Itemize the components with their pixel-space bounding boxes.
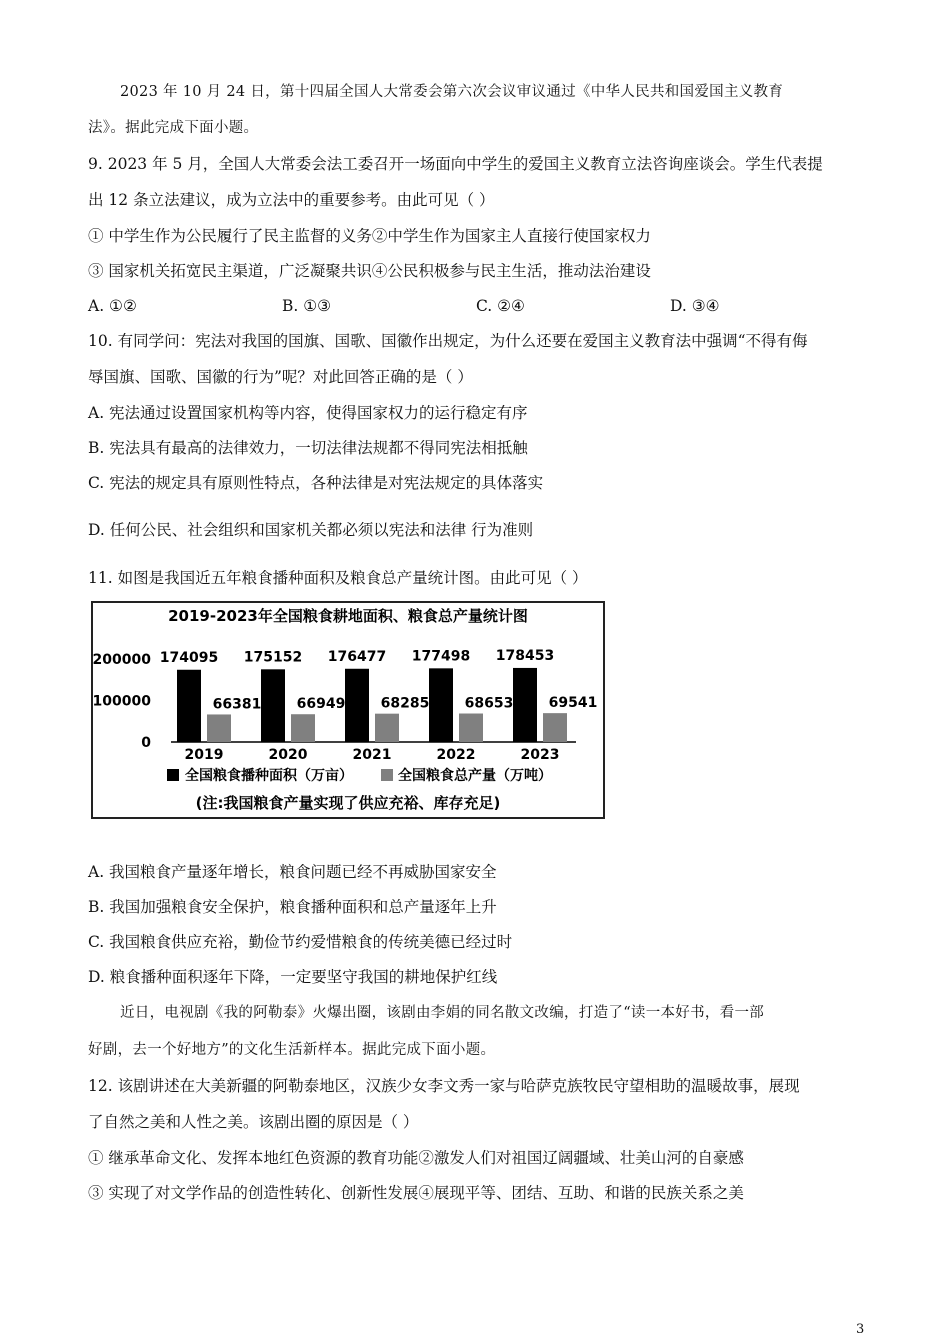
q10-option-d[interactable]: D. 任何公民、社会组织和国家机关都必须以宪法和法律 行为准则 xyxy=(88,521,534,539)
q9-option-b[interactable]: B. ①③ xyxy=(282,297,332,315)
bar xyxy=(177,670,201,742)
bar xyxy=(261,669,285,742)
bar-value-label: 66381 xyxy=(212,696,262,713)
intro-line-1: 2023 年 10 月 24 日，第十四届全国人大常委会第六次会议审议通过《中华人民共和国爱国主义教育 xyxy=(120,84,784,100)
bar-value-label: 176477 xyxy=(327,648,387,665)
x-tick-label: 2020 xyxy=(268,747,308,763)
bar-value-label: 69541 xyxy=(548,695,598,712)
q9-statement-2: ③ 国家机关拓宽民主渠道，广泛凝聚共识④公民积极参与民主生活，推动法治建设 xyxy=(88,262,651,280)
q12-stem-line-2: 了自然之美和人性之美。该剧出圈的原因是（ ） xyxy=(88,1113,419,1131)
bar-value-label: 68653 xyxy=(464,695,514,712)
bar-value-label: 174095 xyxy=(159,649,219,666)
x-tick-label: 2023 xyxy=(520,747,560,763)
q9-option-a[interactable]: A. ①② xyxy=(88,297,137,315)
q9-option-c[interactable]: C. ②④ xyxy=(476,297,525,315)
grain-chart-svg xyxy=(91,601,605,819)
bar xyxy=(375,714,399,742)
q11-stem: 11. 如图是我国近五年粮食播种面积及粮食总产量统计图。由此可见（ ） xyxy=(88,569,588,587)
x-tick-label: 2019 xyxy=(184,747,224,763)
bar-value-label: 68285 xyxy=(380,695,430,712)
x-tick-label: 2022 xyxy=(436,747,476,763)
legend-swatch-output xyxy=(381,769,393,781)
bar xyxy=(207,714,231,742)
q12-statement-2: ③ 实现了对文学作品的创造性转化、创新性发展④展现平等、团结、互助、和谐的民族关系之美 xyxy=(88,1184,744,1202)
bar-value-label: 66949 xyxy=(296,696,346,713)
bar xyxy=(291,714,315,742)
q10-option-b[interactable]: B. 宪法具有最高的法律效力，一切法律法规都不得同宪法相抵触 xyxy=(88,439,528,457)
bar xyxy=(429,668,453,742)
bar-value-label: 175152 xyxy=(243,649,303,666)
intro2-line-2: 好剧，去一个好地方”的文化生活新样本。据此完成下面小题。 xyxy=(88,1042,496,1058)
q9-stem-line-1: 9. 2023 年 5 月，全国人大常委会法工委召开一场面向中学生的爱国主义教育立法咨询座谈会。学生代表提 xyxy=(88,155,823,173)
y-tick-label: 0 xyxy=(141,735,151,751)
bar xyxy=(459,714,483,742)
q10-stem-line-2: 辱国旗、国歌、国徽的行为”呢？对此回答正确的是（ ） xyxy=(88,368,473,386)
bar xyxy=(345,669,369,742)
q12-statement-1: ① 继承革命文化、发挥本地红色资源的教育功能②激发人们对祖国辽阔疆域、壮美山河的自豪感 xyxy=(88,1149,744,1167)
y-tick-label: 100000 xyxy=(92,693,151,710)
page-number: 3 xyxy=(856,1322,865,1337)
q11-option-c[interactable]: C. 我国粮食供应充裕，勤俭节约爱惜粮食的传统美德已经过时 xyxy=(88,933,513,951)
q10-option-c[interactable]: C. 宪法的规定具有原则性特点，各种法律是对宪法规定的具体落实 xyxy=(88,474,544,492)
legend-swatch-area xyxy=(167,769,179,781)
intro-line-2: 法》。据此完成下面小题。 xyxy=(88,120,259,136)
grain-statistics-figure xyxy=(91,601,605,819)
legend-label-output: 全国粮食总产量（万吨） xyxy=(398,768,552,784)
q9-stem-line-2: 出 12 条立法建议，成为立法中的重要参考。由此可见（ ） xyxy=(88,191,495,209)
chart-note: (注:我国粮食产量实现了供应充裕、库存充足) xyxy=(195,794,501,812)
y-tick-label: 200000 xyxy=(92,652,151,668)
q9-statement-1: ① 中学生作为公民履行了民主监督的义务②中学生作为国家主人直接行使国家权力 xyxy=(88,227,651,245)
bar-value-label: 177498 xyxy=(411,648,471,665)
bar xyxy=(543,713,567,742)
legend-label-area: 全国粮食播种面积（万亩） xyxy=(185,768,353,784)
q12-stem-line-1: 12. 该剧讲述在大美新疆的阿勒泰地区，汉族少女李文秀一家与哈萨克族牧民守望相助的温暖故事，展现 xyxy=(88,1077,800,1095)
intro2-line-1: 近日，电视剧《我的阿勒泰》火爆出圈，该剧由李娟的同名散文改编，打造了“读一本好书，看一部 xyxy=(120,1005,765,1021)
chart-title: 2019-2023年全国粮食耕地面积、粮食总产量统计图 xyxy=(168,607,528,625)
q10-option-a[interactable]: A. 宪法通过设置国家机构等内容，使得国家权力的运行稳定有序 xyxy=(88,404,528,422)
q11-option-b[interactable]: B. 我国加强粮食安全保护，粮食播种面积和总产量逐年上升 xyxy=(88,898,497,916)
q11-option-a[interactable]: A. 我国粮食产量逐年增长，粮食问题已经不再威胁国家安全 xyxy=(88,863,497,881)
q11-option-d[interactable]: D. 粮食播种面积逐年下降，一定要坚守我国的耕地保护红线 xyxy=(88,968,498,986)
bar-value-label: 178453 xyxy=(495,647,555,664)
q10-stem-line-1: 10. 有同学问：宪法对我国的国旗、国歌、国徽作出规定，为什么还要在爱国主义教育法中强调“不得有侮 xyxy=(88,332,808,350)
bar xyxy=(513,668,537,742)
q9-option-d[interactable]: D. ③④ xyxy=(670,297,720,315)
x-tick-label: 2021 xyxy=(352,747,392,763)
